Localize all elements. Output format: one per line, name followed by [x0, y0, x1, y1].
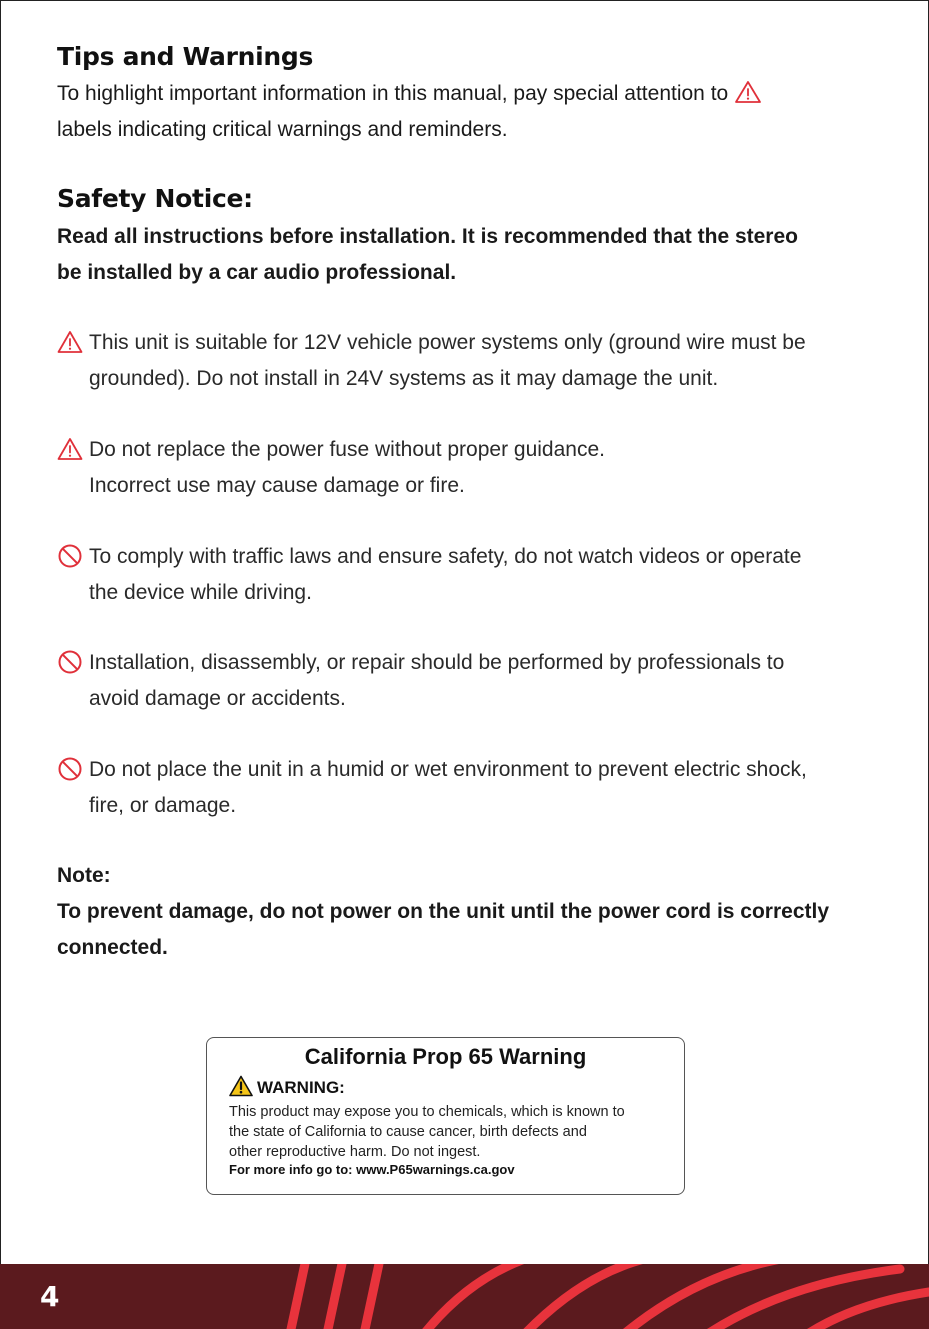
prohibited-icon	[57, 756, 83, 782]
safety-item	[57, 325, 877, 397]
safety-intro	[57, 219, 798, 291]
tips-text-line2: labels indicating critical warnings and reminders.	[57, 118, 508, 141]
safety-item-line2: fire, or damage.	[89, 794, 237, 817]
safety-item	[57, 752, 877, 824]
safety-item	[57, 645, 877, 717]
safety-item-line1: This unit is suitable for 12V vehicle power systems only (ground wire must be	[89, 331, 806, 354]
prop65-info: For more info go to: www.P65warnings.ca.gov	[229, 1162, 515, 1177]
warning-triangle-icon	[57, 329, 83, 355]
note	[57, 858, 829, 966]
safety-intro-line1: Read all instructions before installation. It is recommended that the stereo	[57, 225, 798, 248]
tips-heading: Tips and Warnings	[57, 42, 314, 71]
safety-item-line1: To comply with traffic laws and ensure safety, do not watch videos or operate	[89, 545, 802, 568]
note-label: Note:	[57, 864, 111, 887]
prohibited-icon	[57, 543, 83, 569]
page-number: 4	[40, 1280, 60, 1313]
note-line1: To prevent damage, do not power on the unit until the power cord is correctly	[57, 900, 830, 923]
safety-item	[57, 432, 877, 504]
prop65-warning-box	[206, 1037, 685, 1195]
safety-item-line1: Do not replace the power fuse without proper guidance.	[89, 438, 605, 461]
prop65-title: California Prop 65 Warning	[304, 1044, 587, 1069]
note-line2: connected.	[57, 936, 168, 959]
safety-heading: Safety Notice:	[57, 184, 253, 213]
tips-text-line1: To highlight important information in this manual, pay special attention to	[57, 82, 729, 105]
warning-triangle-icon	[57, 436, 83, 462]
prop65-body	[229, 1102, 674, 1162]
safety-item	[57, 539, 877, 611]
safety-item-line1: Installation, disassembly, or repair should be performed by professionals to	[89, 651, 785, 674]
tips-text	[57, 76, 762, 148]
safety-item-line2: Incorrect use may cause damage or fire.	[89, 474, 465, 497]
prohibited-icon	[57, 649, 83, 675]
safety-item-line2: avoid damage or accidents.	[89, 687, 346, 710]
prop65-warning-label	[229, 1075, 345, 1098]
safety-intro-line2: be installed by a car audio professional.	[57, 261, 457, 284]
warning-triangle-icon	[734, 80, 762, 104]
safety-item-line1: Do not place the unit in a humid or wet environment to prevent electric shock,	[89, 758, 807, 781]
safety-item-line2: grounded). Do not install in 24V systems as it may damage the unit.	[89, 367, 719, 390]
prop65-line2: the state of California to cause cancer, birth defects and	[229, 1124, 587, 1140]
footer-band	[0, 1264, 929, 1329]
safety-item-line2: the device while driving.	[89, 581, 312, 604]
warning-triangle-icon	[229, 1075, 253, 1097]
prop65-warning-text: WARNING:	[257, 1078, 345, 1097]
prop65-line3: other reproductive harm. Do not ingest.	[229, 1144, 481, 1160]
footer-decoration	[0, 1264, 929, 1329]
prop65-line1: This product may expose you to chemicals, which is known to	[229, 1104, 625, 1120]
